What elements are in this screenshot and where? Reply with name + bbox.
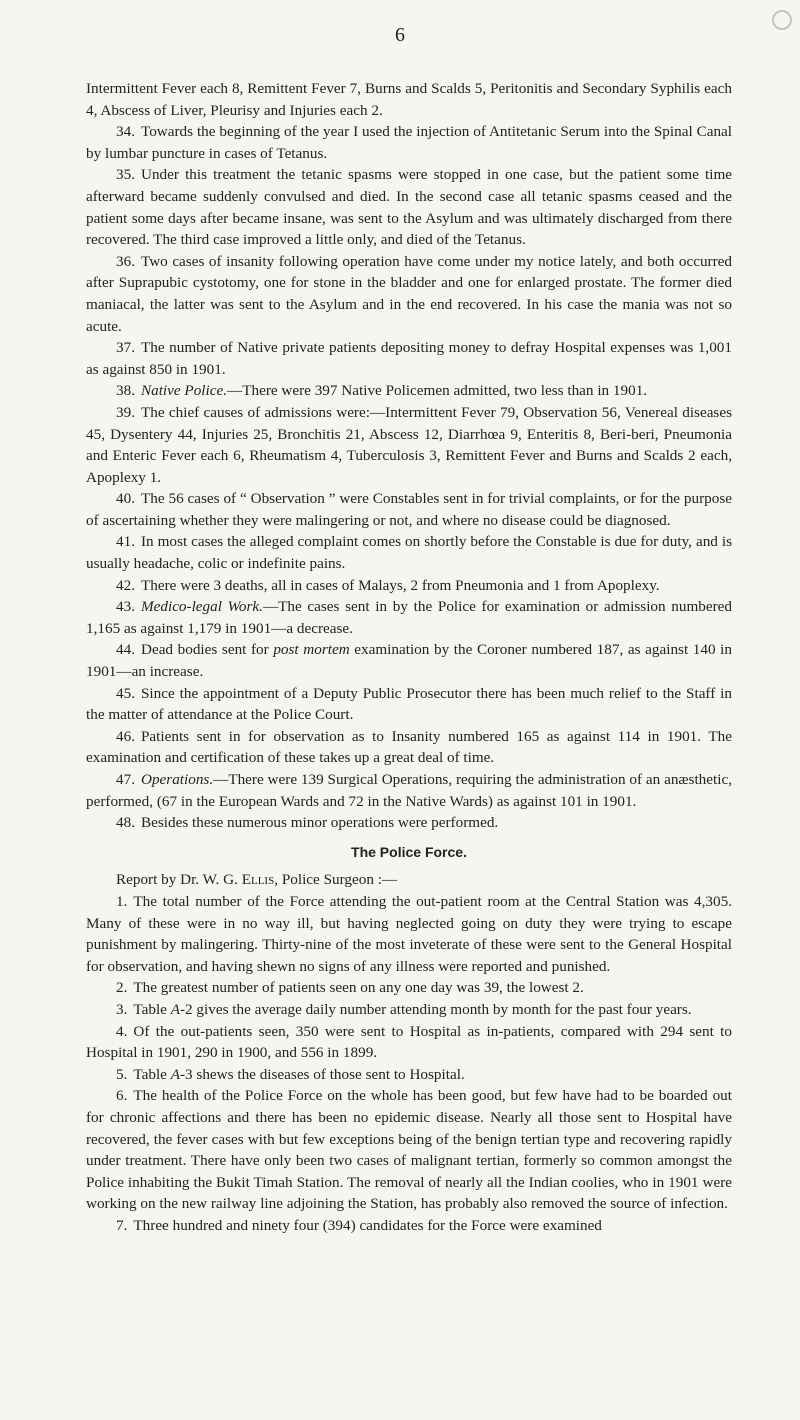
paragraph-number: 39.: [116, 403, 135, 421]
police-item-6: [86, 1085, 732, 1215]
item-text: Of the out-patients seen, 350 were sent to Hospital as in-patients, compared with 294 sent to Hospital in 1901, 290 in 1900, and 556 in 1899.: [86, 1022, 732, 1062]
paragraph-47: [86, 769, 732, 812]
police-item-7: [86, 1215, 732, 1237]
paragraph-text: —There were 139 Surgical Operations, requiring the administration of an anæsthetic, performed, (67 in the European Wards and 72 in the Native Wards) as against 101 in 1901.: [86, 771, 732, 810]
paragraph-number: 38.: [116, 382, 135, 400]
paragraph-number: 34.: [116, 123, 135, 141]
paragraph-43: [86, 596, 732, 639]
section-title-native-police: Native Police.: [140, 382, 228, 400]
item-number: 3.: [116, 1000, 128, 1018]
table-letter: A: [170, 1065, 180, 1083]
paragraph-37: [86, 337, 732, 380]
police-item-4: [86, 1021, 732, 1064]
paragraph-text: The 56 cases of “ Observation ” were Constables sent in for trivial complaints, or for the purpose of ascertaining whether they were malingering or not, and where no disease could be diagnosed.: [86, 490, 732, 529]
paragraph-text: In most cases the alleged complaint comes on shortly before the Constable is due for duty, and is usually headache, colic or indefinite pains.: [86, 533, 732, 573]
item-text: The health of the Police Force on the whole has been good, but few have had to be boarded out for chronic affections and there has been no epidemic disease. Nearly all those sent to Hospital have recovered, the fever cases with but few exceptions being of the benign tertian type and recovering rapidly under treatment. There have only been two cases of malignant tertian, formerly so common amongst the Police inhabiting the Bukit Timah Station. The removal of nearly all the Indian coolies, who in 1901 were working on the new railway line adjoining the Station, has probably also removed the source of infection.: [86, 1087, 732, 1213]
paragraph-text: Since the appointment of a Deputy Public Prosecutor there has been much relief to the Staff in the matter of attendance at the Police Court.: [86, 684, 732, 724]
item-number: 6.: [116, 1087, 128, 1105]
table-letter: A: [170, 1000, 180, 1018]
item-text: Table: [133, 1000, 171, 1018]
paragraph-38: [86, 380, 732, 402]
item-text: -3 shews the diseases of those sent to Hospital.: [179, 1065, 465, 1083]
paragraph-number: 48.: [116, 814, 135, 832]
paragraph-text: The number of Native private patients depositing money to defray Hospital expenses was 1,001 as against 850 in 1901.: [86, 339, 732, 378]
section-title-operations: Operations.: [140, 771, 214, 788]
item-text: -2 gives the average daily number attending month by month for the past four years.: [179, 1000, 692, 1018]
paragraph-number: 43.: [116, 598, 135, 616]
section-title-medico-legal: Medico-legal Work.: [140, 598, 263, 616]
page-number: 6: [395, 24, 405, 46]
paragraph-number: 37.: [116, 339, 135, 357]
paragraph-44: [86, 639, 732, 682]
italic-term: post mortem: [273, 641, 350, 659]
paragraph-48: [86, 812, 732, 834]
item-text: The greatest number of patients seen on any one day was 39, the lowest 2.: [133, 979, 584, 997]
item-number: 4.: [116, 1022, 128, 1040]
police-item-5: [86, 1064, 732, 1086]
opening-paragraph: Intermittent Fever each 8, Remittent Fever 7, Burns and Scalds 5, Peritonitis and Secondary Syphilis each 4, Abscess of Liver, Pleurisy and Injuries each 2.: [86, 80, 732, 119]
paragraph-text: The chief causes of admissions were:—Intermittent Fever 79, Observation 56, Venereal diseases 45, Dysentery 44, Injuries 25, Bronchitis 21, Abscess 12, Diarrhœa 9, Enteritis 8, Beri-beri, Pneumonia and Enteric Fever each 6, Rheumatism 4, Tuberculosis 3, Remittent Fever and Burns and Scalds 2 each, Apoplexy 1.: [86, 403, 732, 486]
paragraph-39: [86, 402, 732, 488]
paragraph-number: 45.: [116, 684, 135, 702]
item-number: 5.: [116, 1065, 128, 1083]
report-author: Ellis: [241, 871, 275, 889]
page-body: [86, 78, 732, 1236]
paragraph-number: 41.: [116, 533, 135, 551]
paragraph-text: Towards the beginning of the year I used the injection of Antitetanic Serum into the Spinal Canal by lumbar puncture in cases of Tetanus.: [86, 123, 732, 162]
paragraph-text: Two cases of insanity following operation have come under my notice lately, and both occurred after Suprapubic cystotomy, one for stone in the bladder and one for enlarged prostate. The former died maniacal, the latter was sent to the Asylum and in the end recovered. In his case the mania was not so acute.: [86, 252, 732, 335]
paragraph-40: [86, 488, 732, 531]
report-byline-suffix: , Police Surgeon :—: [274, 871, 398, 889]
section-heading-police-force: The Police Force.: [351, 843, 467, 860]
paragraph-number: 42.: [116, 576, 135, 594]
item-text: The total number of the Force attending the out-patient room at the Central Station was 4,305. Many of these were in no way ill, but having neglected going on duty they were trying to escape punishment by malingering. Thirty-nine of the most inveterate of these were sent to the General Hospital for observation, and having shewn no signs of any illness were reported and punished.: [86, 892, 732, 975]
paragraph-35: [86, 164, 732, 250]
paragraph-number: 44.: [116, 641, 135, 659]
report-byline-prefix: Report by Dr. W. G.: [116, 871, 242, 889]
paragraph-text: Dead bodies sent for: [140, 641, 274, 659]
paragraph-number: 47.: [116, 771, 135, 788]
police-item-2: [86, 977, 732, 999]
item-text: Three hundred and ninety four (394) candidates for the Force were examined: [133, 1216, 602, 1234]
paragraph-number: 46.: [116, 727, 135, 745]
item-number: 2.: [116, 979, 128, 997]
paragraph-text: Besides these numerous minor operations were performed.: [140, 814, 499, 832]
paragraph-number: 36.: [116, 252, 135, 270]
paragraph-text: —There were 397 Native Policemen admitted, two less than in 1901.: [227, 382, 648, 400]
paragraph-text: Patients sent in for observation as to Insanity numbered 165 as against 114 in 1901. The examination and certification of these takes up a great deal of time.: [86, 727, 732, 767]
item-number: 7.: [116, 1216, 128, 1234]
paragraph-text: —The cases sent in by the Police for examination or admission numbered 1,165 as against 1,179 in 1901—a decrease.: [86, 598, 733, 637]
paragraph-text: examination by the Coroner numbered 187, as against 140 in 1901—an increase.: [86, 641, 732, 681]
paragraph-45: [86, 683, 732, 726]
paragraph-number: 35.: [116, 166, 135, 184]
report-byline: [86, 869, 732, 891]
paragraph-34: [86, 121, 732, 164]
police-item-1: [86, 891, 732, 977]
paragraph-text: There were 3 deaths, all in cases of Malays, 2 from Pneumonia and 1 from Apoplexy.: [140, 576, 660, 594]
paragraph-number: 40.: [116, 490, 135, 508]
item-number: 1.: [116, 892, 128, 910]
paragraph-36: [86, 251, 732, 337]
paragraph-41: [86, 531, 732, 574]
paragraph-42: [86, 575, 732, 597]
police-item-3: [86, 999, 732, 1021]
paragraph-text: Under this treatment the tetanic spasms were stopped in one case, but the patient some time afterward became suddenly convulsed and died. In the second case all tetanic spasms ceased and the patient some days after became insane, was sent to the Asylum and was ultimately discharged from there recovered. The third case improved a little only, and died of the Tetanus.: [86, 166, 732, 249]
item-text: Table: [133, 1065, 171, 1083]
paragraph-46: [86, 726, 732, 769]
